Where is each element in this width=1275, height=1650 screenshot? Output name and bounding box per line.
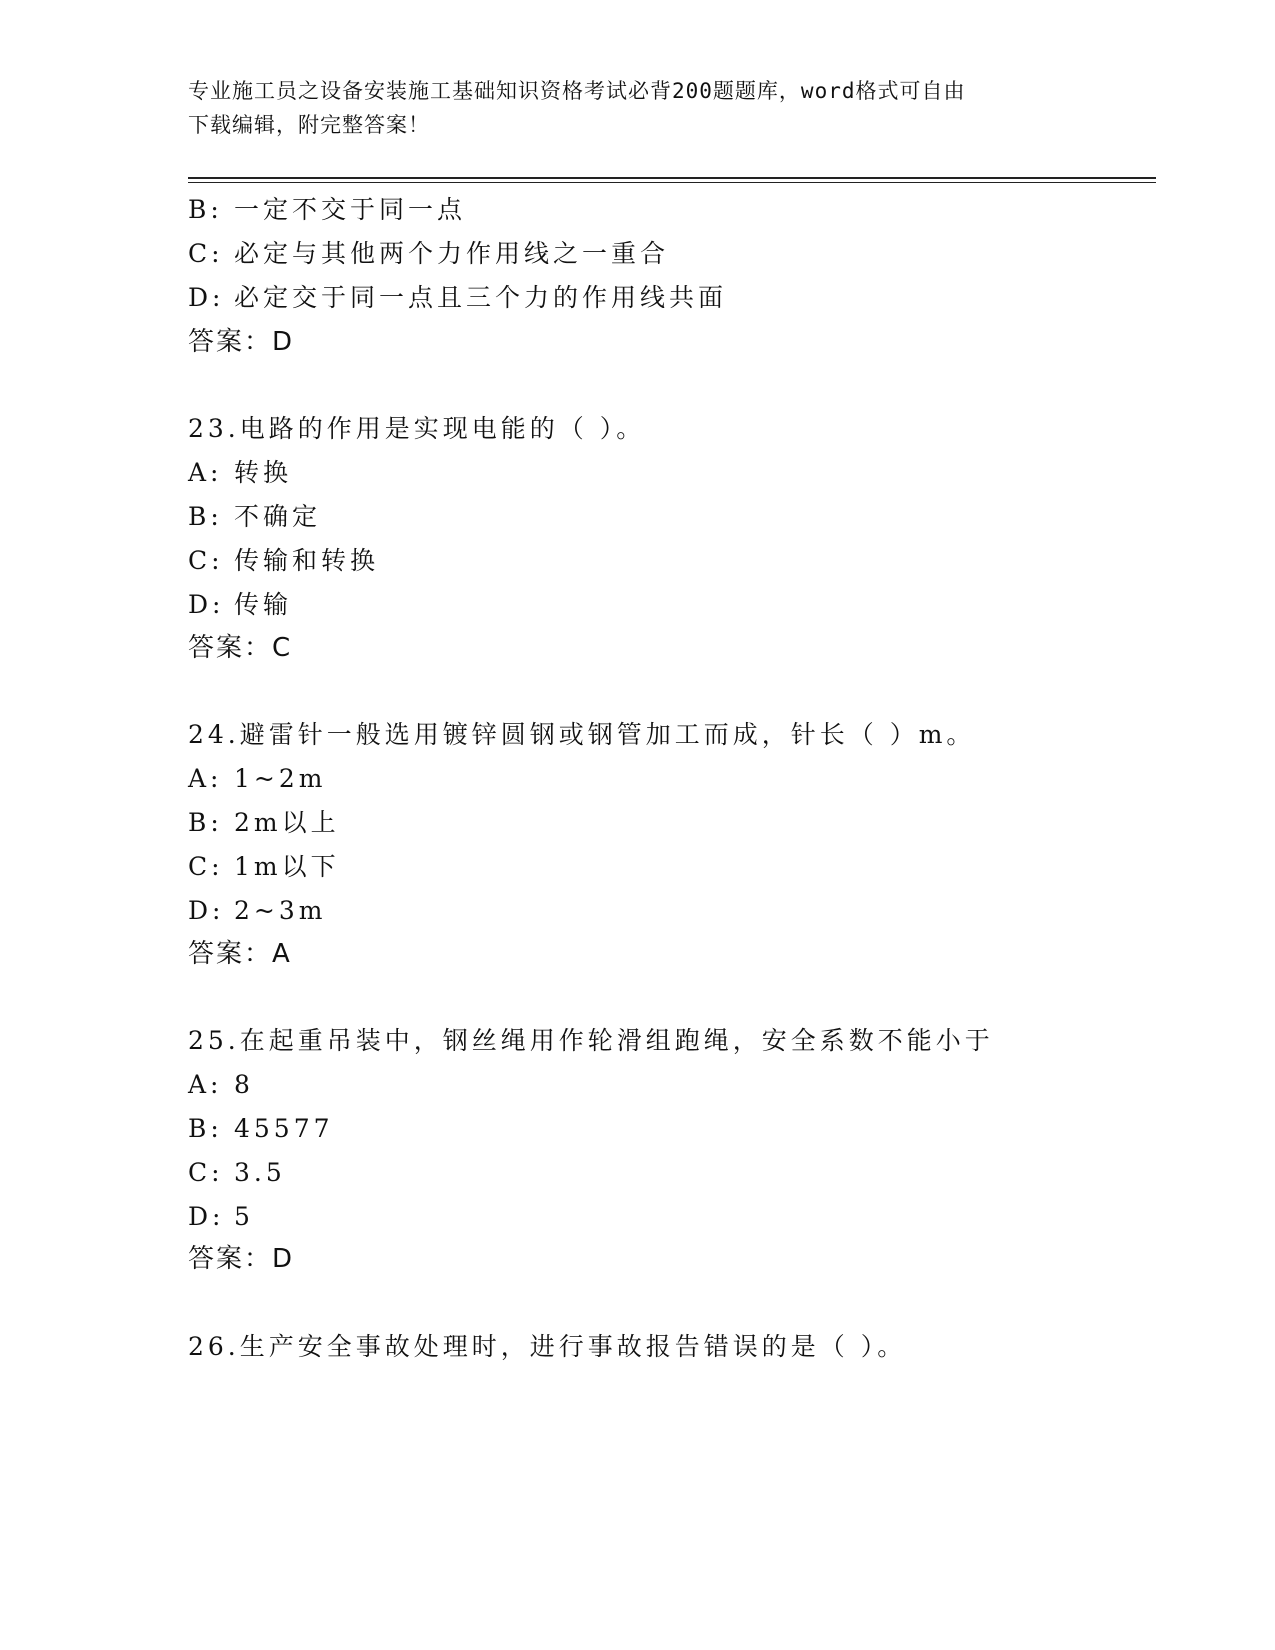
q22-option-c <box>188 239 669 269</box>
q25-option-d <box>188 1202 254 1232</box>
q23-option-c <box>188 546 379 576</box>
option-text: 3.5 <box>234 1158 286 1187</box>
option-text: 5 <box>234 1202 254 1231</box>
document-header <box>188 74 1088 142</box>
q24-option-a <box>188 764 326 794</box>
option-letter: B: <box>188 808 223 837</box>
option-letter: C: <box>188 546 224 575</box>
option-text: 传输和转换 <box>234 546 380 575</box>
q24-stem: 24.避雷针一般选用镀锌圆钢或钢管加工而成，针长（ ）m。 <box>188 720 976 749</box>
q23-option-d <box>188 590 292 620</box>
option-letter: C: <box>188 1158 224 1187</box>
option-text: 45577 <box>234 1114 334 1143</box>
option-letter: C: <box>188 239 224 268</box>
q25-option-a <box>188 1070 254 1100</box>
option-letter: B: <box>188 1114 223 1143</box>
option-text: 1~2m <box>234 764 327 793</box>
option-letter: D: <box>188 896 225 925</box>
option-letter: C: <box>188 852 224 881</box>
option-text: 1m以下 <box>234 852 340 881</box>
option-letter: B: <box>188 502 223 531</box>
option-letter: D: <box>188 283 225 312</box>
q23-option-a <box>188 458 292 488</box>
q25-option-c <box>188 1158 286 1188</box>
option-text: 一定不交于同一点 <box>234 195 467 224</box>
option-text: 必定与其他两个力作用线之一重合 <box>234 239 670 268</box>
q22-answer: 答案：D <box>188 327 295 357</box>
q23-stem: 23.电路的作用是实现电能的（ ）。 <box>188 414 646 443</box>
option-letter: D: <box>188 1202 225 1231</box>
option-text: 转换 <box>234 458 293 487</box>
option-letter: A: <box>188 764 223 793</box>
q26-stem: 26.生产安全事故处理时，进行事故报告错误的是（ ）。 <box>188 1332 907 1361</box>
q25-answer: 答案：D <box>188 1244 295 1274</box>
option-letter: A: <box>188 1070 223 1099</box>
q22-option-b <box>188 195 466 225</box>
header-line-2: 下载编辑，附完整答案！ <box>188 113 430 137</box>
option-text: 不确定 <box>234 502 322 531</box>
q24-answer: 答案：A <box>188 939 292 969</box>
q24-option-c <box>188 852 340 882</box>
option-text: 2~3m <box>234 896 327 925</box>
q25-stem: 25.在起重吊装中，钢丝绳用作轮滑组跑绳，安全系数不能小于 <box>188 1026 994 1055</box>
header-divider-thick <box>188 177 1156 179</box>
option-letter: D: <box>188 590 225 619</box>
option-text: 必定交于同一点且三个力的作用线共面 <box>234 283 728 312</box>
option-letter: B: <box>188 195 223 224</box>
option-text: 2m以上 <box>234 808 340 837</box>
option-text: 8 <box>234 1070 254 1099</box>
header-line-1: 专业施工员之设备安装施工基础知识资格考试必背200题题库，word格式可自由 <box>188 79 966 103</box>
q23-answer: 答案：C <box>188 633 293 663</box>
option-text: 传输 <box>234 590 293 619</box>
header-divider-thin <box>188 182 1156 183</box>
q24-option-b <box>188 808 340 838</box>
q22-option-d <box>188 283 727 313</box>
q23-option-b <box>188 502 321 532</box>
q25-option-b <box>188 1114 334 1144</box>
option-letter: A: <box>188 458 223 487</box>
q24-option-d <box>188 896 326 926</box>
